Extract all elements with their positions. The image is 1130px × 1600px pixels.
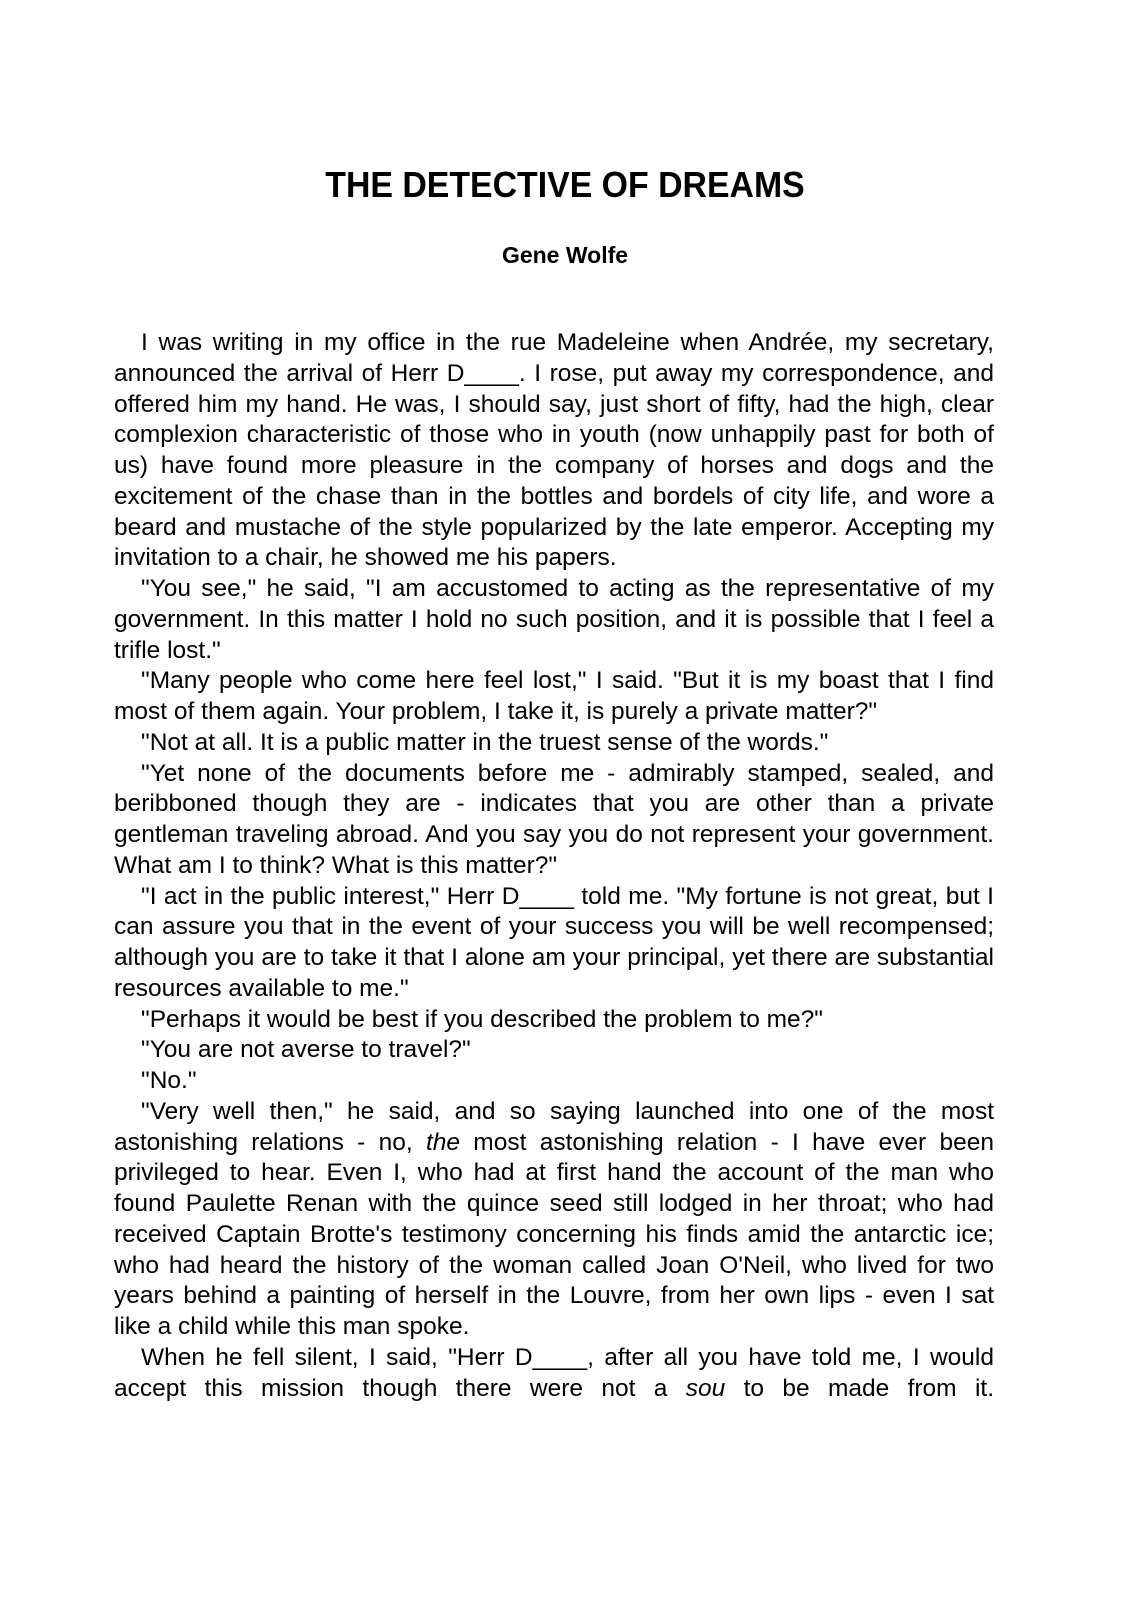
emphasis: sou: [685, 1374, 726, 1402]
paragraph: "No.": [141, 1067, 197, 1094]
paragraph: When he fell silent, I said, "Herr D____, after all you have told me, I would accept this mission though there were not a sou to be made from it.: [114, 1343, 994, 1402]
paragraph: I was writing in my office in the rue Madeleine when Andrée, my secretary, announced the arrival of Herr D____. I rose, put away my correspondence, and offered him my hand. He was, I should say, just short of fifty, had the high, clear complexion characteristic of those who in youth (now unhappily past for both of us) have found more pleasure in the company of horses and dogs and the excitement of the chase than in the bottles and bordels of city life, and wore a beard and mustache of the style popularized by the late emperor. Accepting my invitation to a chair, he showed me his papers.: [114, 329, 994, 572]
paragraph: "Many people who come here feel lost," I said. "But it is my boast that I find most of them again. Your problem, I take it, is purely a private matter?": [114, 667, 994, 725]
paragraph: "You see," he said, "I am accustomed to acting as the representative of my government. In this matter I hold no such position, and it is possible that I feel a trifle lost.": [114, 575, 994, 664]
story-title: THE DETECTIVE OF DREAMS: [325, 164, 805, 205]
paragraph: "Perhaps it would be best if you described the problem to me?": [141, 1005, 823, 1033]
emphasis: the: [425, 1128, 461, 1156]
author-name: Gene Wolfe: [501, 242, 629, 268]
story-body: [114, 328, 994, 1404]
paragraph: "Yet none of the documents before me - admirably stamped, sealed, and beribboned though they are - indicates that you are other than a private gentleman traveling abroad. And you say you do not represent your government. What am I to think? What is this matter?": [114, 759, 994, 879]
paragraph: "You are not averse to travel?": [141, 1036, 471, 1064]
paragraph: "Very well then," he said, and so saying launched into one of the most astonishing relations - no, the most astonishing relation - I have ever been privileged to hear. Even I, who had at first hand the account of the man who found Paulette Renan with the quince seed still lodged in her throat; who had received Captain Brotte's testimony concerning his finds amid the antarctic ice; who had heard the history of the woman called Joan O'Neil, who lived for two years behind a painting of herself in the Louvre, from her own lips - even I sat like a child while this man spoke.: [114, 1097, 995, 1340]
paragraph: "I act in the public interest," Herr D____ told me. "My fortune is not great, but I can assure you that in the event of your success you will be well recompensed; although you are to take it that I alone am your principal, yet there are substantial resources available to me.": [114, 882, 994, 1002]
paragraph: "Not at all. It is a public matter in the truest sense of the words.": [141, 728, 829, 756]
